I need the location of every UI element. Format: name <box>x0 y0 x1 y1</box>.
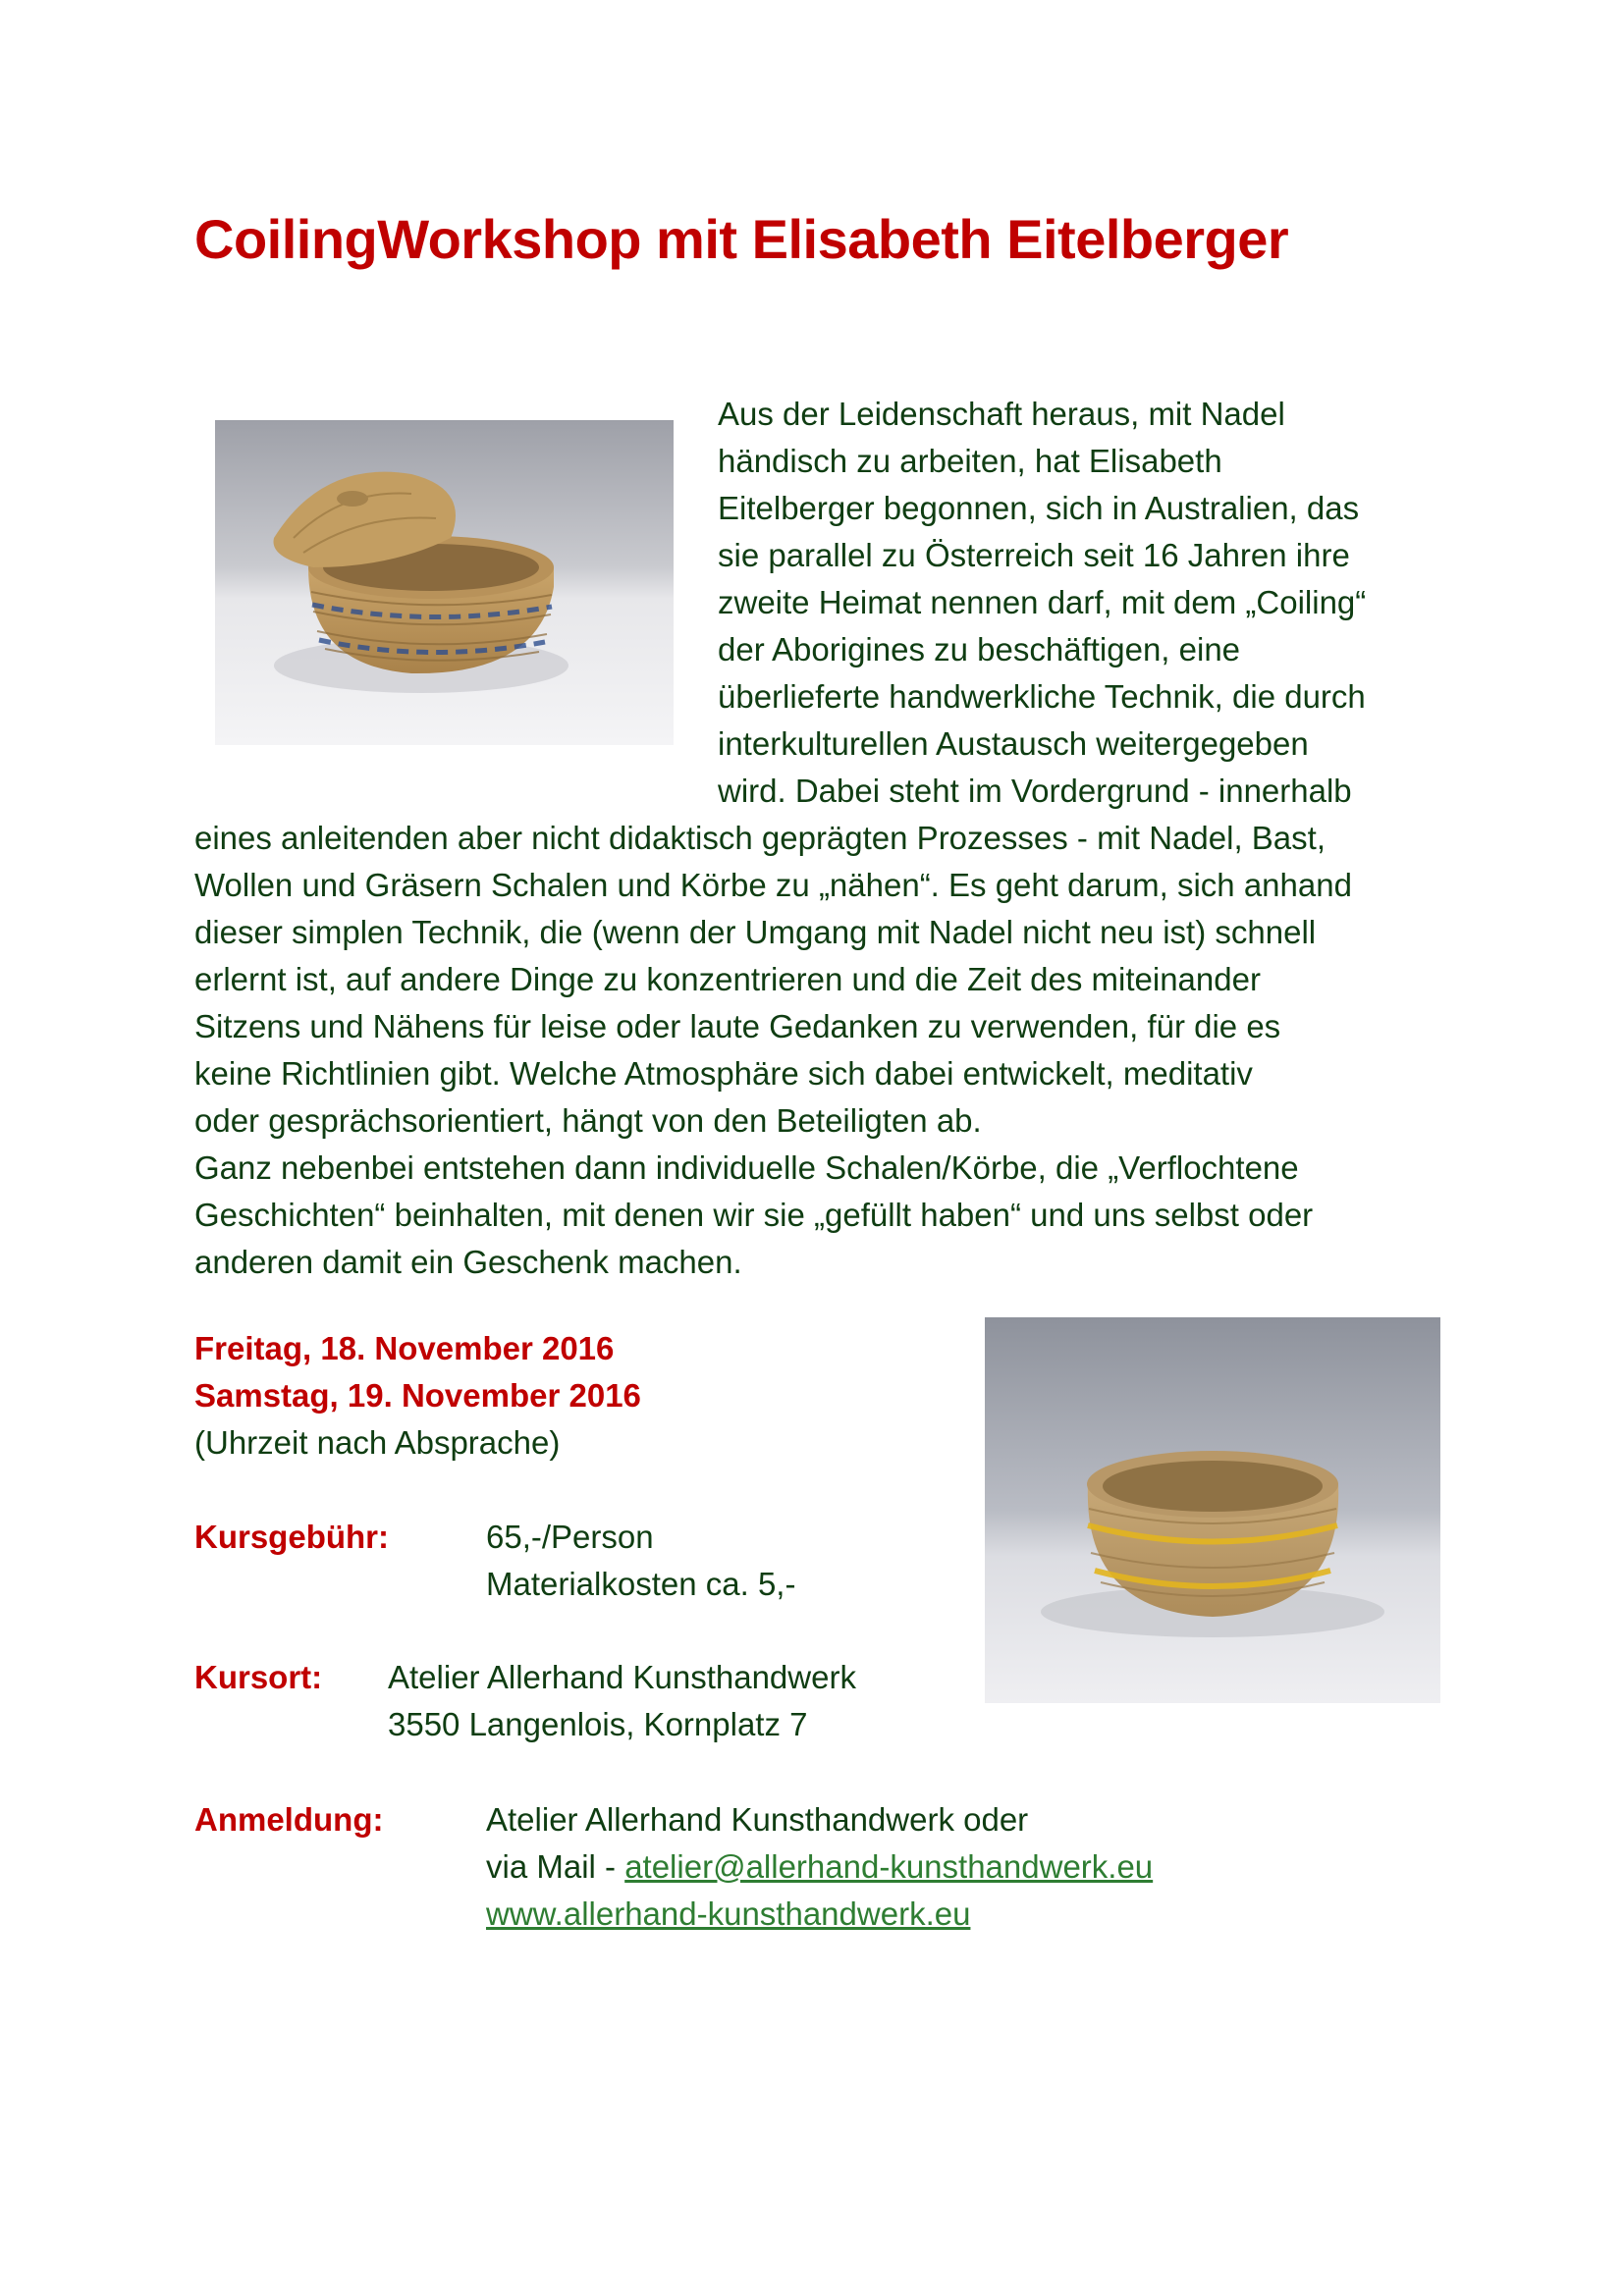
date-saturday: Samstag, 19. November 2016 <box>194 1377 641 1414</box>
location-address: 3550 Langenlois, Kornplatz 7 <box>388 1706 808 1742</box>
page-title: CoilingWorkshop mit Elisabeth Eitelberger <box>194 208 1289 270</box>
website-link[interactable]: www.allerhand-kunsthandwerk.eu <box>486 1896 971 1932</box>
intro-line: Eitelberger begonnen, sich in Australien, das <box>718 490 1360 526</box>
registration-atelier: Atelier Allerhand Kunsthandwerk oder <box>486 1801 1029 1838</box>
registration-mail-line <box>486 1843 1153 1891</box>
registration-value <box>486 1796 1153 1938</box>
fee-value <box>486 1514 795 1608</box>
intro-line: keine Richtlinien gibt. Welche Atmosphäre sich dabei entwickelt, meditativ <box>194 1055 1253 1092</box>
intro-line: zweite Heimat nennen darf, mit dem „Coiling“ <box>718 584 1367 620</box>
schedule <box>194 1325 641 1467</box>
intro-line: wird. Dabei steht im Vordergrund - innerhalb <box>718 773 1352 809</box>
open-bowl-photo <box>985 1317 1440 1703</box>
location-value <box>388 1654 856 1748</box>
mail-prefix: via Mail - <box>486 1848 625 1885</box>
location-label: Kursort: <box>194 1659 323 1695</box>
intro-line: Sitzens und Nähens für leise oder laute Gedanken zu verwenden, für die es <box>194 1008 1281 1044</box>
intro-line: überlieferte handwerkliche Technik, die durch <box>718 678 1366 715</box>
fee-person: 65,-/Person <box>486 1519 654 1555</box>
intro-line: Wollen und Gräsern Schalen und Körbe zu „nähen“. Es geht darum, sich anhand <box>194 867 1352 903</box>
intro-line: sie parallel zu Österreich seit 16 Jahren ihre <box>718 537 1350 573</box>
intro-line: erlernt ist, auf andere Dinge zu konzentrieren und die Zeit des miteinander <box>194 961 1261 997</box>
intro-line: interkulturellen Austausch weitergegeben <box>718 725 1309 762</box>
fee-label: Kursgebühr: <box>194 1519 389 1555</box>
time-note: (Uhrzeit nach Absprache) <box>194 1424 561 1461</box>
date-friday: Freitag, 18. November 2016 <box>194 1330 615 1366</box>
intro-text <box>194 391 1441 1286</box>
intro-line: der Aborigines zu beschäftigen, eine <box>718 631 1241 667</box>
intro-line: händisch zu arbeiten, hat Elisabeth <box>718 443 1222 479</box>
intro-line: oder gesprächsorientiert, hängt von den Beteiligten ab. <box>194 1102 982 1139</box>
intro-line: Ganz nebenbei entstehen dann individuelle Schalen/Körbe, die „Verflochtene <box>194 1149 1299 1186</box>
location-name: Atelier Allerhand Kunsthandwerk <box>388 1659 856 1695</box>
fee-material: Materialkosten ca. 5,- <box>486 1566 796 1602</box>
intro-line: Geschichten“ beinhalten, mit denen wir sie „gefüllt haben“ und uns selbst oder <box>194 1197 1314 1233</box>
email-link[interactable]: atelier@allerhand-kunsthandwerk.eu <box>624 1848 1154 1885</box>
registration-label: Anmeldung: <box>194 1801 384 1838</box>
intro-line: anderen damit ein Geschenk machen. <box>194 1244 742 1280</box>
intro-line: dieser simplen Technik, die (wenn der Umgang mit Nadel nicht neu ist) schnell <box>194 914 1317 950</box>
intro-line: eines anleitenden aber nicht didaktisch geprägten Prozesses - mit Nadel, Bast, <box>194 820 1326 856</box>
intro-line: Aus der Leidenschaft heraus, mit Nadel <box>718 396 1285 432</box>
